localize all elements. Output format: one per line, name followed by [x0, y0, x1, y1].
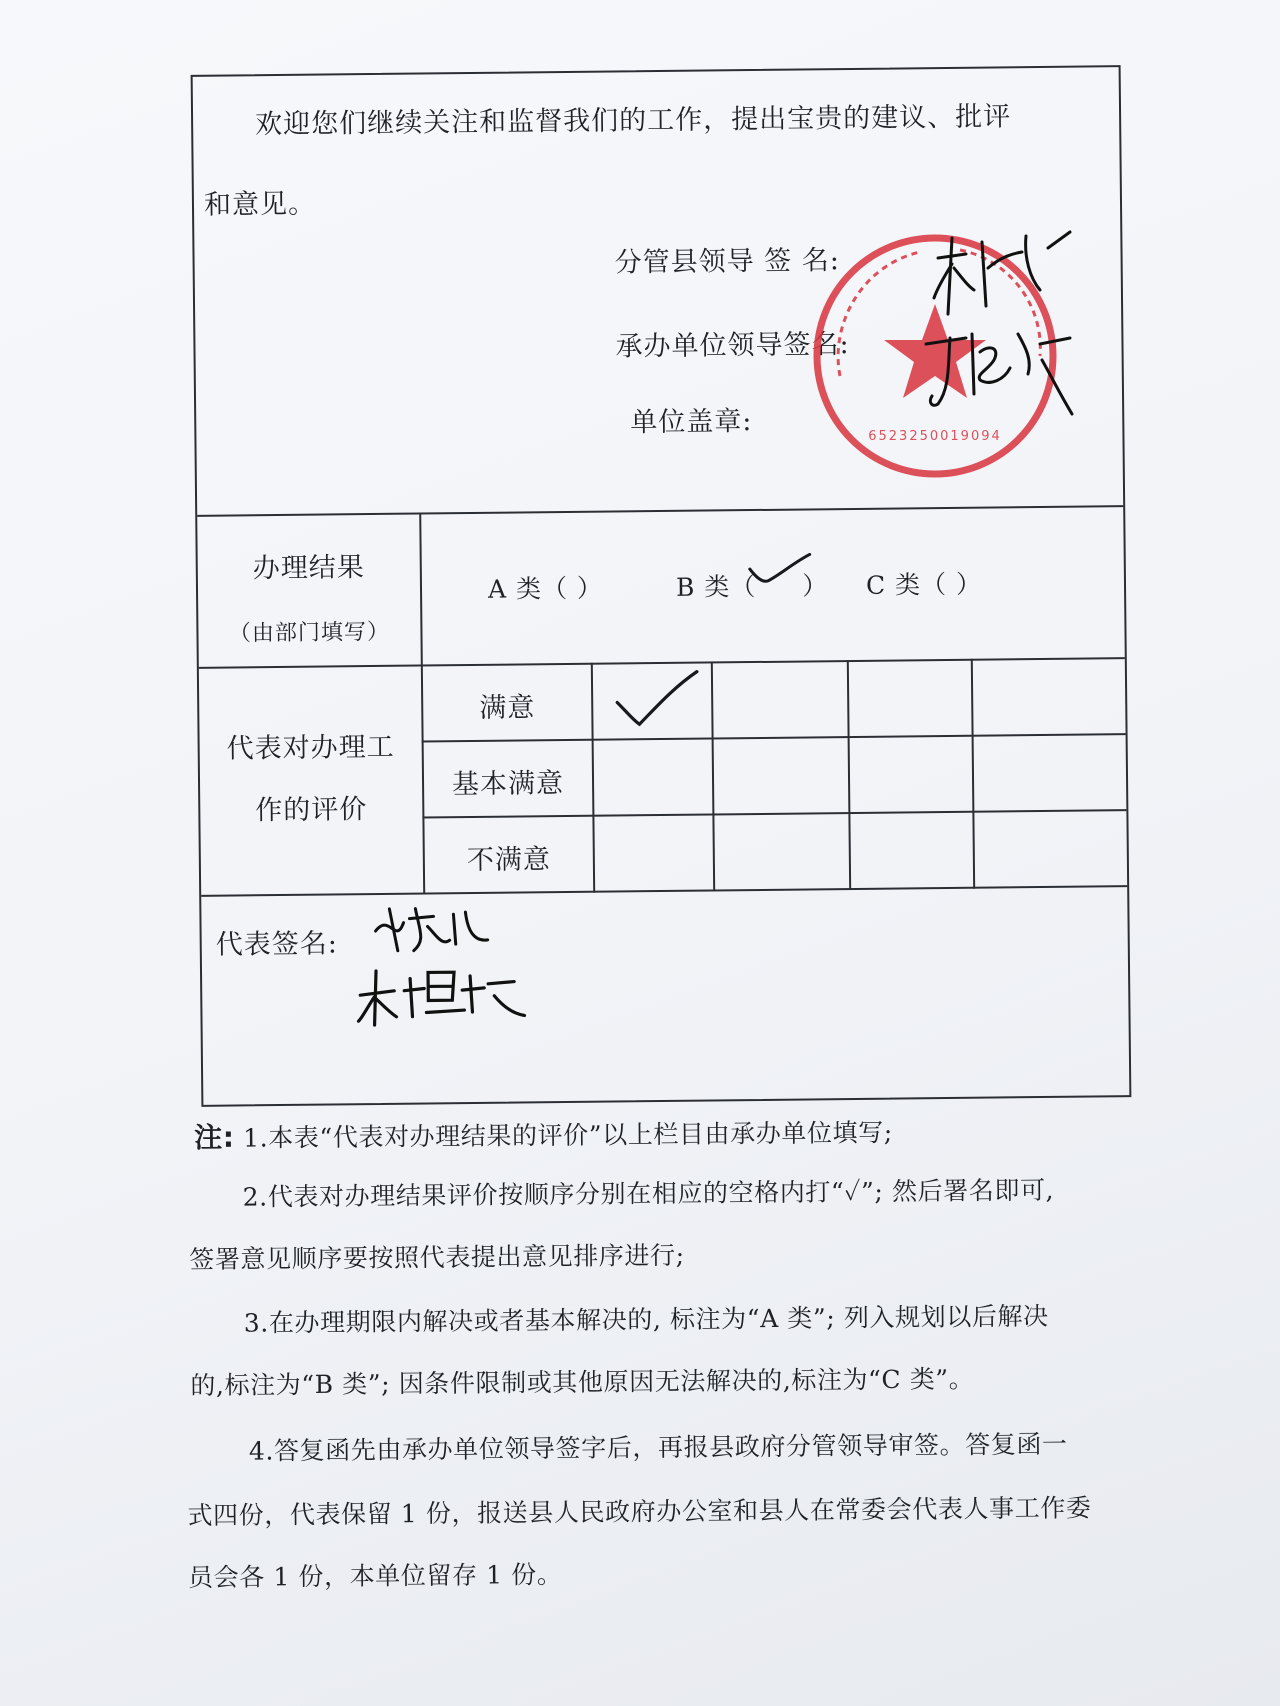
- note-4b: 式四份，代表保留 1 份，报送县人民政府办公室和县人在常委会代表人事工作委: [187, 1493, 1092, 1531]
- eval-row-satisfied: 满意: [479, 692, 536, 724]
- note-2b: 签署意见顺序要按照代表提出意见排序进行;: [189, 1240, 685, 1275]
- checkmark-b-icon: [746, 550, 816, 591]
- representative-signature-label: 代表签名:: [215, 928, 339, 961]
- divider-eval-col3: [847, 660, 851, 890]
- divider-eval-row1: [422, 733, 1126, 742]
- unit-leader-signature: [920, 324, 1080, 424]
- intro-line-2: 和意见。: [203, 188, 317, 221]
- result-option-b-prefix: B 类（: [675, 572, 757, 602]
- eval-row-unsatisfied: 不满意: [466, 844, 552, 877]
- note-2a: 2.代表对办理结果评价按顺序分别在相应的空格内打“✓”; 然后署名即可,: [242, 1175, 1055, 1212]
- divider-intro-result: [197, 505, 1123, 517]
- eval-row-basically-satisfied: 基本满意: [451, 768, 565, 801]
- notes-section: [180, 1108, 1140, 1593]
- note-3a: 3.在办理期限内解决或者基本解决的, 标注为“A 类”; 列入规划以后解决: [243, 1301, 1049, 1338]
- county-leader-signature-label: 分管县领导 签 名:: [614, 245, 841, 279]
- note-3b: 的,标注为“B 类”; 因条件限制或其他原因无法解决的,标注为“C 类”。: [190, 1364, 975, 1401]
- divider-eval-col2: [711, 661, 715, 891]
- result-option-b-suffix: ）: [802, 571, 829, 601]
- result-option-a: A 类（ ）: [487, 573, 604, 604]
- note-1-line: [194, 1110, 893, 1156]
- reply-form-table: [191, 65, 1132, 1107]
- unit-leader-signature-label: 承办单位领导签名:: [615, 329, 850, 363]
- seal-number: 6523250019094: [868, 429, 1002, 444]
- county-leader-signature: [930, 228, 1080, 320]
- result-subtitle: （由部门填写）: [228, 619, 391, 647]
- result-option-c: C 类（ ）: [865, 569, 983, 600]
- unit-seal-label: 单位盖章:: [630, 406, 753, 439]
- representative-signature-2: [354, 959, 535, 1031]
- divider-evaluation-signature: [201, 885, 1127, 897]
- divider-eval-row2: [422, 809, 1126, 818]
- intro-line-1: 欢迎您们继续关注和监督我们的工作，提出宝贵的建议、批评: [254, 101, 1012, 141]
- checkmark-satisfied-icon: [611, 668, 702, 733]
- result-title: 办理结果: [252, 552, 365, 585]
- note-4a: 4.答复函先由承办单位领导签字后，再报县政府分管领导审签。答复函一: [248, 1429, 1068, 1466]
- representative-signature-1: [369, 900, 510, 957]
- evaluation-label-line-1: 代表对办理工: [226, 731, 395, 765]
- note-4c: 员会各 1 份，本单位留存 1 份。: [187, 1559, 563, 1593]
- notes-label: 注:: [194, 1120, 235, 1155]
- divider-eval-col4: [971, 659, 975, 889]
- evaluation-label-line-2: 作的评价: [255, 794, 368, 827]
- note-1: 1.本表“代表对办理结果的评价”以上栏目由承办单位填写;: [243, 1117, 893, 1153]
